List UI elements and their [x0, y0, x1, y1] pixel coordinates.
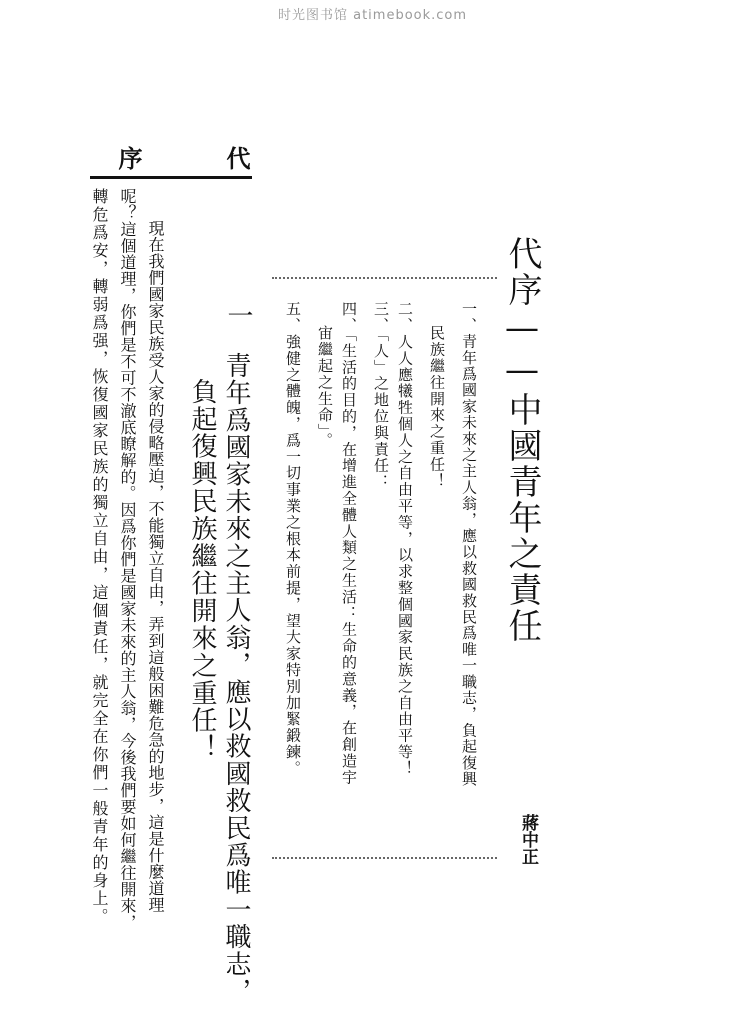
section-number: 一 — [223, 302, 253, 328]
outline-item-1: 一、青年爲國家未來之主人翁，應以救國救民爲唯一職志，負起復興 — [460, 301, 478, 787]
author: 蔣中正 — [518, 814, 538, 865]
outline-item-1-cont: 民族繼往開來之重任！ — [428, 325, 446, 489]
running-head-char-left: 序 — [114, 146, 143, 170]
section-heading-line1: 青年爲國家未來之主人翁，應以救國救民爲唯一職志， — [221, 352, 251, 1005]
running-head-rule — [90, 176, 252, 179]
watermark: 时光图书馆 atimebook.com — [277, 8, 468, 23]
outline-item-5: 五、強健之體魄，爲一切事業之根本前提，望大家特別加緊鍛鍊。 — [284, 301, 302, 777]
outline-item-2: 二、人人應犧牲個人之自由平等，以求整個國家民族之自由平等！ — [396, 301, 414, 777]
page-title: 代序——中國青年之責任 — [502, 236, 542, 644]
running-head-char-right: 代 — [222, 146, 251, 170]
body-line-3: 轉危爲安，轉弱爲强，恢復國家民族的獨立自由，這個責任，就完全在你們一般青年的身上。 — [90, 188, 109, 926]
body-line-2: 呢？這個道理，你們是不可不澈底瞭解的。因爲你們是國家未來的主人翁，今後我們要如何繼往開來， — [118, 188, 137, 931]
outline-item-4-cont: 宙繼起之生命」。 — [316, 325, 334, 449]
section-heading-line2: 負起復興民族繼往開來之重任！ — [187, 378, 217, 762]
outline-item-4: 四、「生活的目的，在增進全體人類之生活：生命的意義，在創造宇 — [340, 301, 358, 786]
body-line-1: 現在我們國家民族受人家的侵略壓迫，不能獨立自由，弄到這般困難危急的地步，這是什麼道理 — [146, 220, 165, 913]
outline-item-3: 三、「人」之地位與責任： — [372, 301, 390, 491]
